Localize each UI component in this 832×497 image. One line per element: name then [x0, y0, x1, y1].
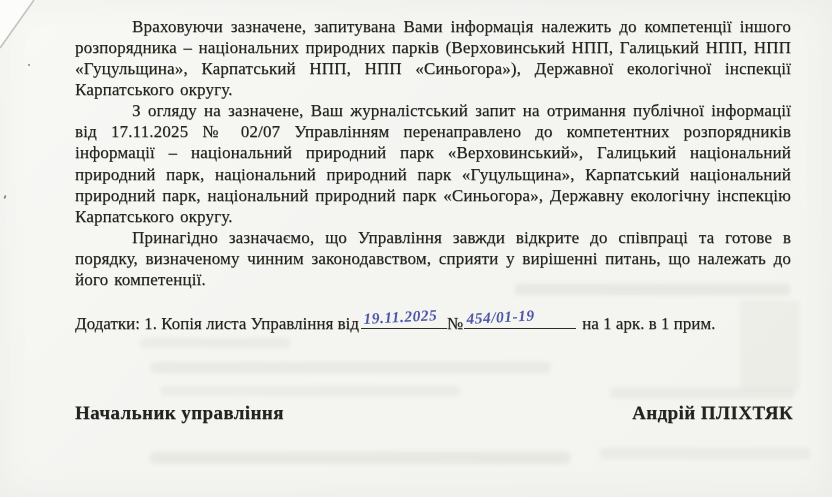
- number-blank-underline: [464, 307, 576, 329]
- attachments-line: [75, 307, 791, 334]
- signer-name: Андрій ПЛІХТЯК: [632, 403, 793, 424]
- scan-speck: [3, 195, 6, 199]
- signer-position: Начальник управління: [75, 403, 284, 424]
- handwritten-number: 454/01-19: [466, 307, 536, 329]
- date-blank-underline: [361, 307, 447, 329]
- bleed-through-smudge: [150, 452, 570, 464]
- letter-body: [75, 16, 791, 290]
- paragraph-cooperation-note: Принагідно зазначаємо, що Управління завжди відкрите до співпраці та готове в порядку, визначеному чинним законодавством, сприяти у вирішенні питань, що належать до його компетенції.: [75, 227, 791, 289]
- attachments-prefix: Додатки: 1. Копія листа Управління від: [75, 314, 359, 333]
- paragraph-competence-notice: Враховуючи зазначене, запитувана Вами інформація належить до компетенції іншого розпорядника – національних природних парків (Верховинський НПП, Галицький НПП, НПП «Гуцульщина», Карпатський НПП, НПП «Синьогора»), Державної екологічної інспекції Карпатського округу.: [75, 17, 791, 100]
- bleed-through-smudge: [610, 388, 795, 398]
- bleed-through-smudge: [140, 338, 290, 348]
- number-sign: №: [446, 314, 464, 333]
- bleed-through-smudge: [600, 448, 810, 459]
- paragraph-request-forwarded: З огляду на зазначене, Ваш журналістський запит на отримання публічної інформації від 17.11.2025 № 02/07 Управлінням перенаправлено до компетентних розпорядників інформації – національний природний парк «Верховинський», Галицький національний природний парк, національний природний парк «Гуцульщина», Карпатський національний природний парк, національний природний парк «Синьогора», Державну екологічну інспекцію Карпатського округу.: [75, 101, 791, 226]
- signature-block: [75, 403, 793, 425]
- attachments-suffix: на 1 арк. в 1 прим.: [582, 314, 716, 333]
- bleed-through-smudge: [150, 362, 550, 373]
- handwritten-date: 19.11.2025: [362, 307, 438, 329]
- bleed-through-smudge: [160, 386, 460, 396]
